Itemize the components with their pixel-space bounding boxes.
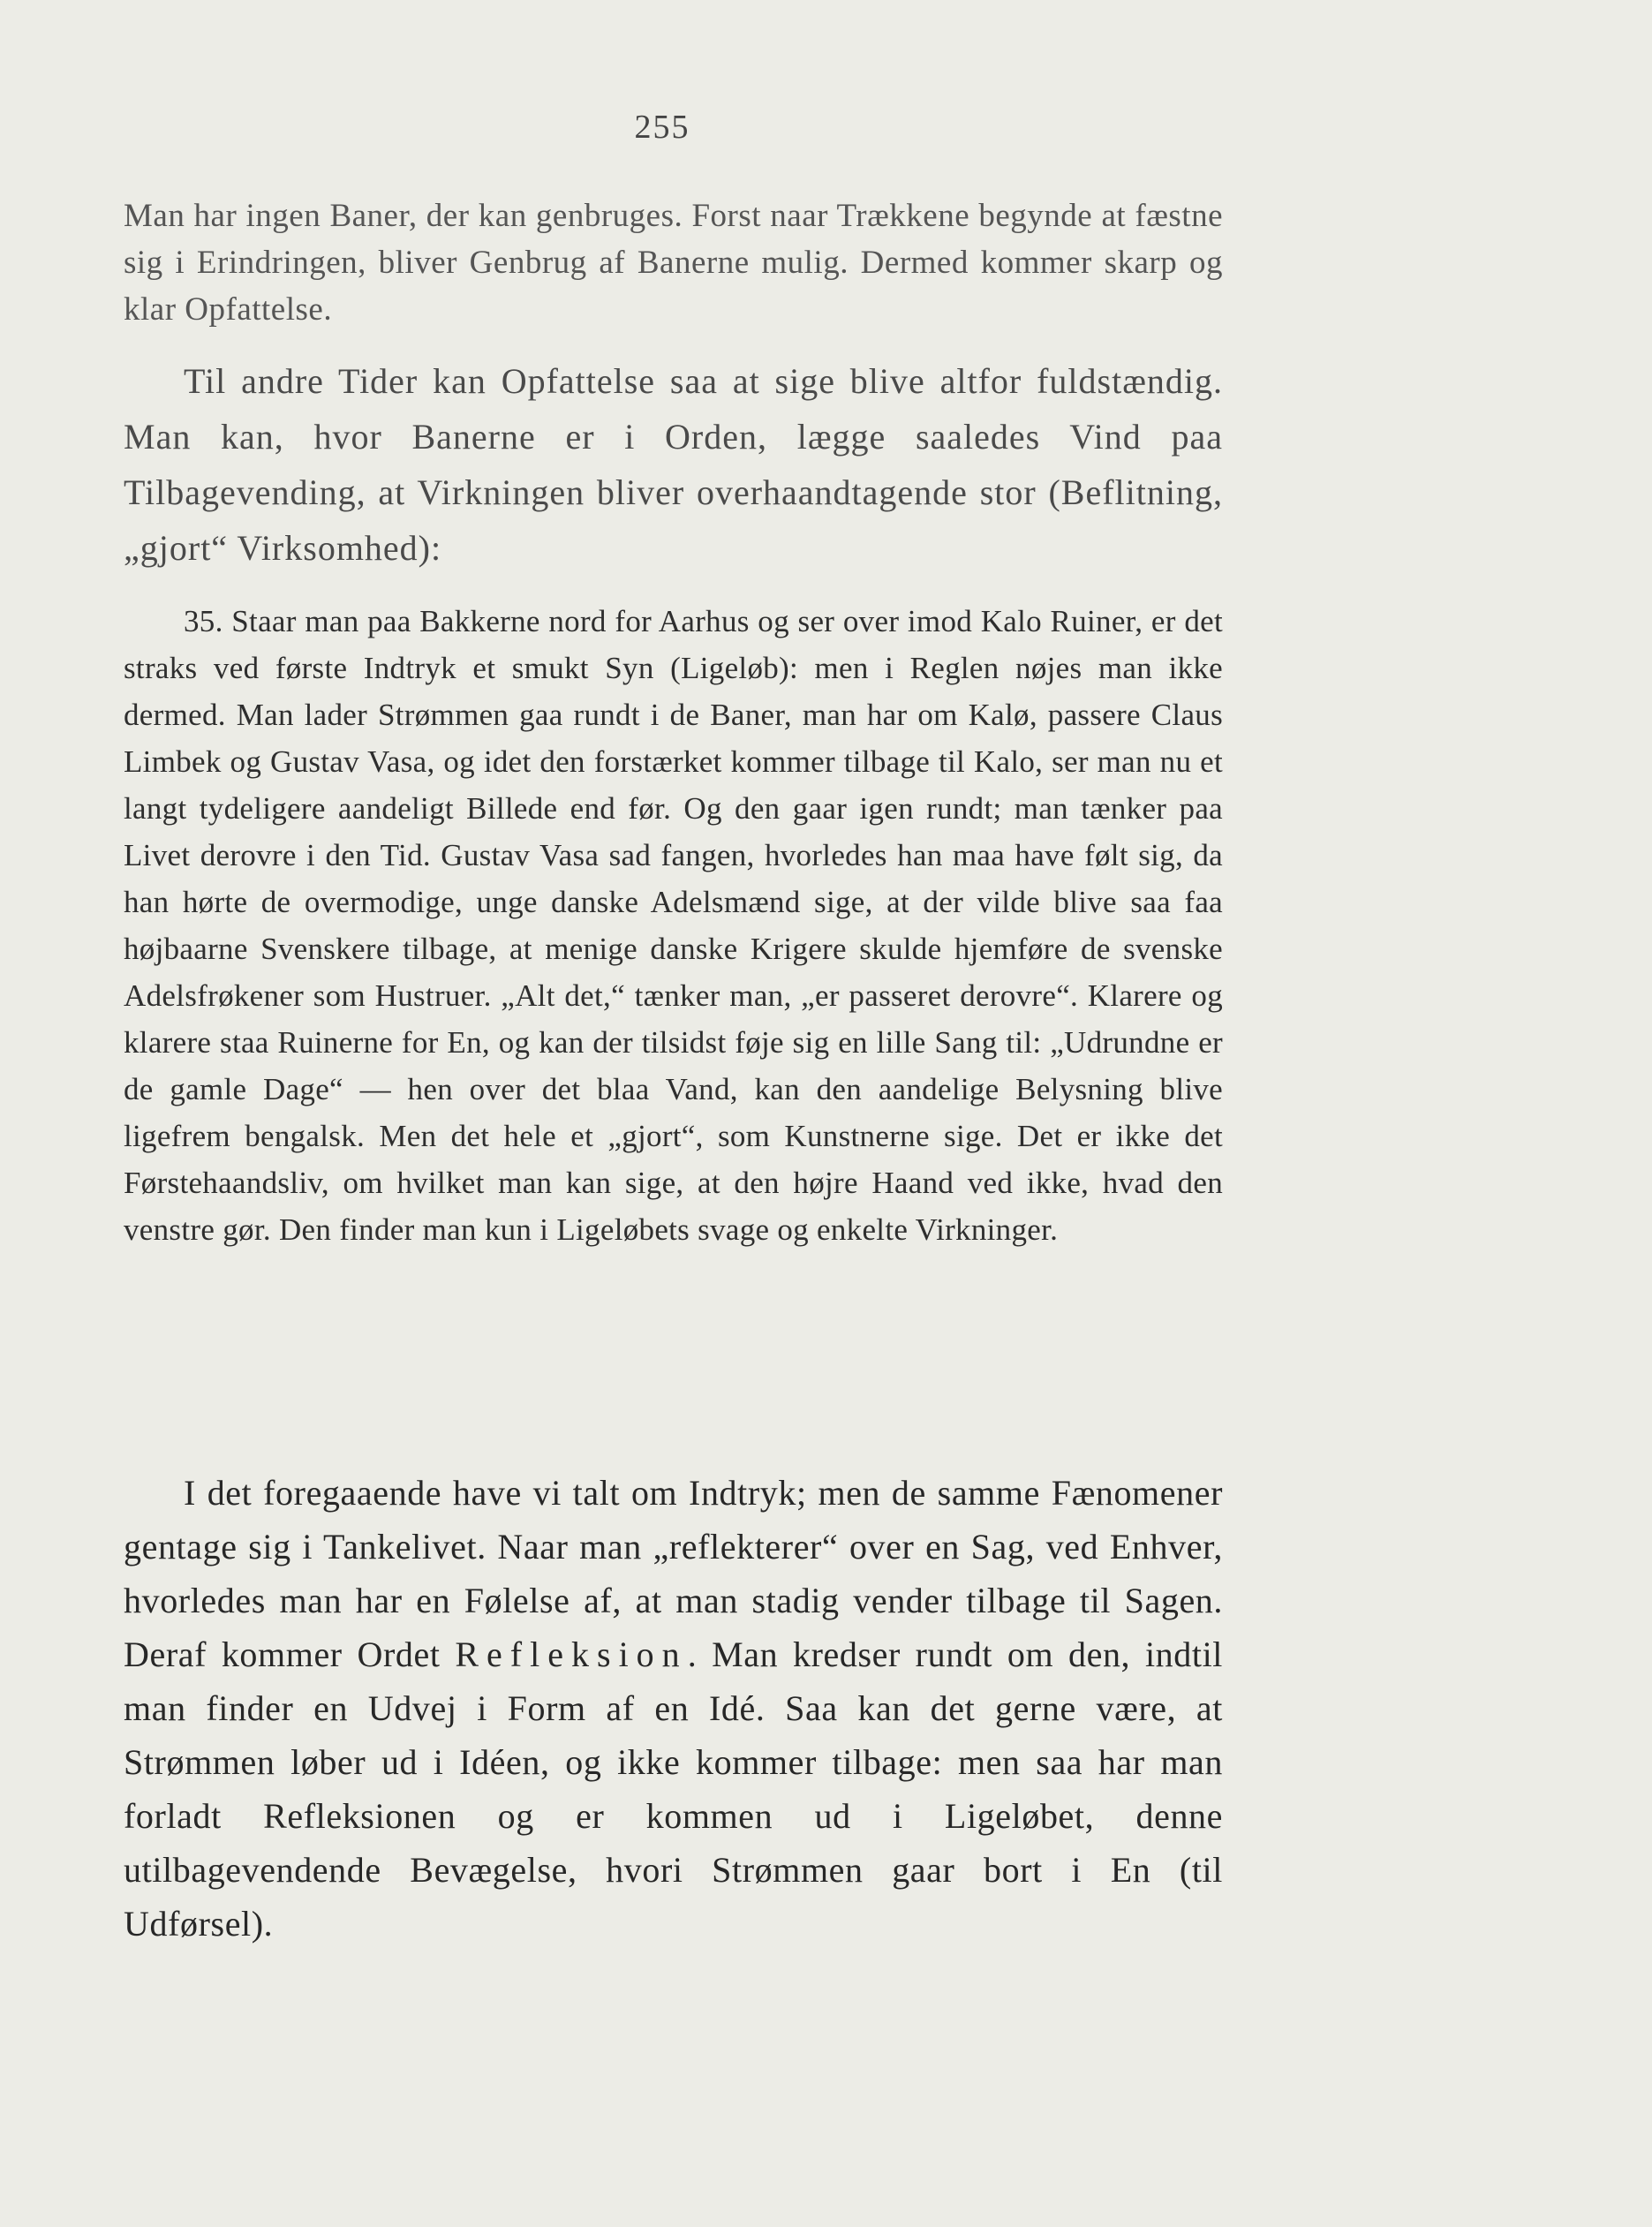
paragraph-2: Til andre Tider kan Opfattelse saa at sige blive altfor fuldstændig. Man kan, hvor Banerne er i Orden, lægge saaledes Vind paa Tilbagevending, at Virkningen bliver overhaandtagende stor (Beflitning, „gjort“ Virksomhed):: [124, 361, 1223, 568]
paragraph-4-text-before: I det foregaaende have vi talt om Indtryk; men de samme Fænomener gentage sig i Tankelivet. Naar man „reflekterer“ over en Sag, ved Enhver, hvorledes man har en Følelse af, at man stadig vender tilbage til Sagen. Deraf kommer Ordet: [124, 1473, 1223, 1674]
page-number: 255: [634, 109, 690, 146]
paragraph-1: Man har ingen Baner, der kan genbruges. Forst naar Trækkene begynde at fæstne sig i Erindringen, bliver Genbrug af Banerne mulig. Dermed kommer skarp og klar Opfattelse.: [124, 198, 1223, 328]
paragraph-4: [124, 1466, 1223, 1951]
paragraph-3-example-35: 35. Staar man paa Bakkerne nord for Aarhus og ser over imod Kalo Ruiner, er det straks ved første Indtryk et smukt Syn (Ligeløb): men i Reglen nøjes man ikke dermed. Man lader Strømmen gaa rundt i de Baner, man har om Kalø, passere Claus Limbek og Gustav Vasa, og idet den forstærket kommer tilbage til Kalo, ser man nu et langt tydeligere aandeligt Billede end før. Og den gaar igen rundt; man tænker paa Livet derovre i den Tid. Gustav Vasa sad fangen, hvorledes han maa have følt sig, da han hørte de overmodige, unge danske Adelsmænd sige, at der vilde blive saa faa højbaarne Svenskere tilbage, at menige danske Krigere skulde hjemføre de svenske Adelsfrøkener som Hustruer. „Alt det,“ tænker man, „er passeret derovre“. Klarere og klarere staa Ruinerne for En, og kan der tilsidst føje sig en lille Sang til: „Udrundne er de gamle Dage“ — hen over det blaa Vand, kan den aandelige Belysning blive ligefrem bengalsk. Men det hele et „gjort“, som Kunstnerne sige. Det er ikke det Førstehaandsliv, om hvilket man kan sige, at den højre Haand ved ikke, hvad den venstre gør. Den finder man kun i Ligeløbets svage og enkelte Virkninger.: [124, 604, 1223, 1247]
paragraph-4-text-after: . Man kredser rundt om den, indtil man finder en Udvej i Form af en Idé. Saa kan det gerne være, at Strømmen løber ud i Idéen, og ikke kommer tilbage: men saa har man forladt Refleksionen og er kommen ud i Ligeløbet, denne utilbagevendende Bevægelse, hvori Strømmen gaar bort i En (til Udførsel).: [124, 1634, 1223, 1944]
paragraph-4-spaced-word: Refleksion: [455, 1634, 688, 1674]
